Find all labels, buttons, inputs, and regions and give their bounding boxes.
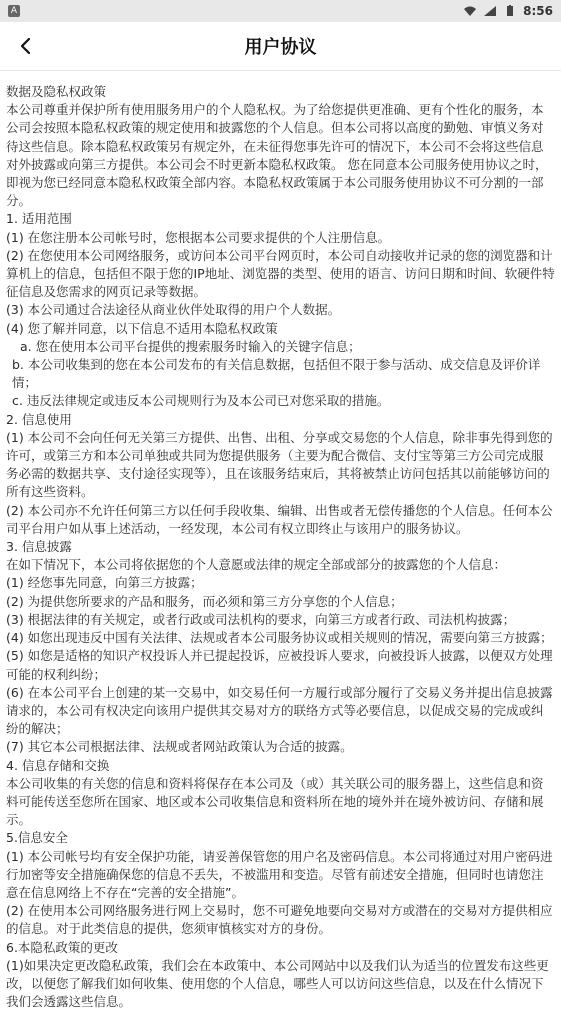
page-title: 用户协议 <box>244 37 317 58</box>
paragraph: b. 本公司收集到的您在本公司发布的有关信息数据，包括但不限于参与活动、成交信息及评价详情； <box>12 357 541 391</box>
status-time: 8:56 <box>523 4 553 18</box>
paragraph: a. 您在使用本公司平台提供的搜索服务时输入的关键字信息； <box>20 338 361 354</box>
paragraph: (4) 如您出现违反中国有关法律、法规或者本公司服务协议或相关规则的情况，需要向第三方披露； <box>6 630 553 646</box>
paragraph: (5) 如您是适格的知识产权投诉人并已提起投诉，应被投诉人要求，向被投诉人披露，以便双方处理可能的权利纠纷； <box>6 648 553 682</box>
paragraph: (2) 在使用本公司网络服务进行网上交易时，您不可避免地要向交易对方或潜在的交易对方提供相应的信息。对于此类信息的提供，您须审慎核实对方的身份。 <box>6 903 553 937</box>
section-heading: 6.本隐私政策的更改 <box>6 939 118 955</box>
signal-icon <box>483 5 497 17</box>
section-heading: 数据及隐私权政策 <box>6 84 107 99</box>
section-heading: 3. 信息披露 <box>6 539 72 555</box>
paragraph: (2) 为提供您所要求的产品和服务，而必须和第三方分享您的个人信息； <box>6 593 403 609</box>
section-heading: 5.信息安全 <box>6 830 68 846</box>
paragraph: (4) 您了解并同意，以下信息不适用本隐私权政策 <box>6 320 278 336</box>
section-heading: 4. 信息存储和交换 <box>6 757 110 773</box>
paragraph: c. 违反法律规定或违反本公司规则行为及本公司已对您采取的措施。 <box>12 393 390 409</box>
paragraph: (1) 本公司不会向任何无关第三方提供、出售、出租、分享或交易您的个人信息，除非事先得到您的许可，或第三方和本公司单独或共同为您提供服务（主要为配合微信、支付宝等第三方公司完成服务必需的数据共享、支付途径实现等），且在该服务结束后，其将被禁止访问包括其以前能够访问的所有这些资料。 <box>6 429 553 500</box>
battery-icon <box>503 5 517 17</box>
section-heading: 2. 信息使用 <box>6 411 72 427</box>
paragraph: (6) 在本公司平台上创建的某一交易中，如交易任何一方履行或部分履行了交易义务并提出信息披露请求的，本公司有权决定向该用户提供其交易对方的联络方式等必要信息，以促成交易的完成或纠纷的解决； <box>6 684 553 737</box>
section-heading: 1. 适用范围 <box>6 211 72 227</box>
paragraph: (1) 在您注册本公司帐号时，您根据本公司要求提供的个人注册信息。 <box>6 229 391 245</box>
paragraph: 本公司尊重并保护所有使用服务用户的个人隐私权。为了给您提供更准确、更有个性化的服务，本公司会按照本隐私权政策的规定使用和披露您的个人信息。但本公司将以高度的勤勉、审慎义务对待这些信息。除本隐私权政策另有规定外，在未征得您事先许可的情况下，本公司不会将这些信息对外披露或向第三方提供。本公司会不时更新本隐私权政策。 您在同意本公司服务使用协议之时，即视为您已经同意本隐私权政策全部内容。本隐私权政策属于本公司服务使用协议不可分割的一部分。 <box>6 102 548 209</box>
back-button[interactable] <box>10 30 42 62</box>
paragraph: 在如下情况下，本公司将依据您的个人意愿或法律的规定全部或部分的披露您的个人信息： <box>6 557 507 573</box>
paragraph: (7) 其它本公司根据法律、法规或者网站政策认为合适的披露。 <box>6 739 353 755</box>
back-arrow-icon <box>17 37 35 55</box>
status-left <box>8 5 20 17</box>
app-notification-icon: A <box>8 5 20 17</box>
paragraph: (1) 经您事先同意，向第三方披露； <box>6 575 203 591</box>
title-bar <box>0 22 561 71</box>
agreement-content <box>0 71 561 1011</box>
paragraph: (2) 本公司亦不允许任何第三方以任何手段收集、编辑、出售或者无偿传播您的个人信息。任何本公司平台用户如从事上述活动，一经发现，本公司有权立即终止与该用户的服务协议。 <box>6 502 553 536</box>
paragraph: (1) 本公司帐号均有安全保护功能，请妥善保管您的用户名及密码信息。本公司将通过对用户密码进行加密等安全措施确保您的信息不丢失，不被滥用和变造。尽管有前述安全措施，但同时也请您注意在信息网络上不存在“完善的安全措施”。 <box>6 848 553 900</box>
status-bar <box>0 0 561 22</box>
paragraph: (1)如果决定更改隐私政策，我们会在本政策中、本公司网站中以及我们认为适当的位置发布这些更改，以便您了解我们如何收集、使用您的个人信息，哪些人可以访问这些信息，以及在什么情况下我们会透露这些信息。 <box>6 957 549 1010</box>
paragraph: 本公司收集的有关您的信息和资料将保存在本公司及（或）其关联公司的服务器上，这些信息和资料可能传送至您所在国家、地区或本公司收集信息和资料所在地的境外并在境外被访问、存储和展示。 <box>6 775 544 828</box>
paragraph: (3) 本公司通过合法途径从商业伙伴处取得的用户个人数据。 <box>6 302 341 318</box>
wifi-icon <box>463 5 477 17</box>
paragraph: (2) 在您使用本公司网络服务，或访问本公司平台网页时，本公司自动接收并记录的您的浏览器和计算机上的信息，包括但不限于您的IP地址、浏览器的类型、使用的语言、访问日期和时间、软硬件特征信息及您需求的网页记录等数据。 <box>6 247 555 300</box>
status-right <box>463 4 553 18</box>
paragraph: (3) 根据法律的有关规定，或者行政或司法机构的要求，向第三方或者行政、司法机构披露； <box>6 611 516 627</box>
